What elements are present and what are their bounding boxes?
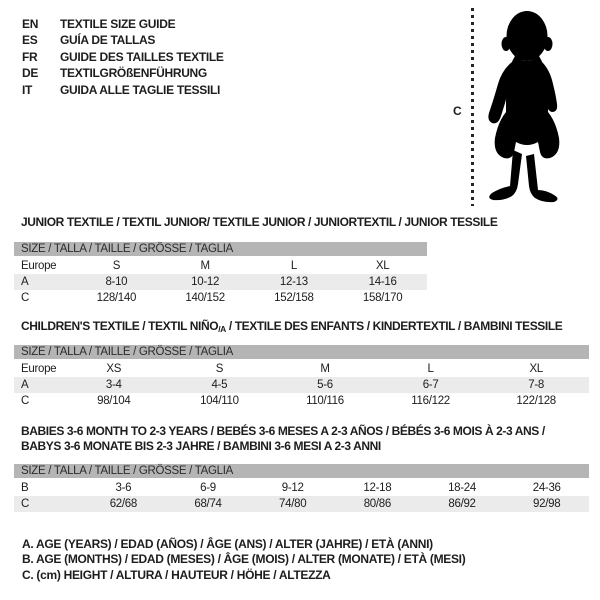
cell: 5-6: [317, 379, 333, 391]
language-title: GUIDE DES TAILLES TEXTILE: [60, 49, 224, 64]
cell: 7-8: [528, 379, 545, 391]
cell: 86/92: [448, 498, 476, 510]
row-label: A: [21, 276, 29, 288]
cell: L: [290, 260, 297, 272]
section-title-children: [21, 319, 562, 334]
cell: 152/158: [274, 292, 314, 304]
table-row-age: [14, 377, 589, 393]
height-measure-label: C: [453, 104, 462, 118]
cell: XL: [529, 363, 543, 375]
cell: 6-9: [200, 482, 216, 494]
cell: 18-24: [448, 482, 476, 494]
language-title: TEXTILE SIZE GUIDE: [60, 17, 176, 31]
cell: 98/104: [97, 395, 131, 407]
cell: L: [427, 363, 434, 375]
cell: 74/80: [279, 498, 307, 510]
cell: 9-12: [281, 482, 304, 494]
language-row-de: [22, 65, 224, 81]
table-row-height: [14, 290, 427, 306]
size-table-junior: [14, 242, 427, 306]
table-row-europe: [14, 258, 427, 274]
language-row-en: [22, 16, 224, 32]
language-row-it: [22, 82, 224, 98]
size-table-header: SIZE / TALLA / TAILLE / GRÖSSE / TAGLIA: [14, 242, 427, 256]
cell: 12-13: [279, 276, 308, 288]
language-code: FR: [22, 49, 38, 64]
footnotes: [22, 537, 465, 583]
cell: XL: [375, 260, 390, 272]
table-row-age-months: [14, 480, 589, 496]
cell: 62/68: [109, 498, 137, 510]
row-label: B: [21, 482, 29, 494]
size-table-children: [14, 345, 589, 409]
size-table-header: SIZE / TALLA / TAILLE / GRÖSSE / TAGLIA: [14, 345, 589, 359]
height-measure-dotted-line: [471, 8, 474, 206]
footnote-b: B. AGE (MONTHS) / EDAD (MESES) / ÂGE (MOIS) / ALTER (MONATE) / ETÀ (MESI): [22, 552, 466, 567]
language-row-fr: [22, 49, 224, 65]
cell: 6-7: [422, 379, 439, 391]
section-title-babies: [21, 424, 545, 454]
cell: 140/152: [185, 292, 225, 304]
table-row-age: [14, 274, 427, 290]
cell: 128/140: [96, 292, 137, 304]
cell: 24-36: [532, 482, 561, 494]
title-line-1: BABIES 3-6 MONTH TO 2-3 YEARS / BEBÉS 3-6 MESES A 2-3 AÑOS / BÉBÉS 3-6 MOIS À 2-3 ANS /: [21, 424, 545, 438]
language-code: EN: [22, 17, 39, 31]
section-title-junior: JUNIOR TEXTILE / TEXTIL JUNIOR/ TEXTILE JUNIOR / JUNIORTEXTIL / JUNIOR TESSILE: [21, 215, 498, 229]
row-label: Europe: [21, 260, 57, 272]
table-row-height: [14, 393, 589, 409]
footnote-c: C. (cm) HEIGHT / ALTURA / HAUTEUR / HÖHE / ALTEZZA: [22, 567, 331, 582]
language-title: TEXTILGRÖßENFÜHRUNG: [60, 66, 207, 81]
size-table-babies: [14, 464, 589, 512]
language-list: [22, 16, 224, 98]
cell: 3-4: [105, 379, 122, 391]
size-table-header: SIZE / TALLA / TAILLE / GRÖSSE / TAGLIA: [14, 464, 589, 478]
footnote-a: A. AGE (YEARS) / EDAD (AÑOS) / ÂGE (ANS) / ALTER (JAHRE) / ETÀ (ANNI): [22, 537, 433, 551]
cell: 68/74: [194, 498, 222, 510]
row-label: C: [21, 395, 30, 407]
language-title: GUÍA DE TALLAS: [60, 33, 156, 48]
cell: 158/170: [362, 292, 403, 304]
cell: 122/128: [516, 395, 556, 407]
cell: XS: [106, 363, 122, 375]
row-label: A: [21, 379, 29, 391]
language-code: IT: [22, 82, 33, 97]
cell: 14-16: [368, 276, 397, 288]
toddler-silhouette-icon: [482, 8, 576, 208]
cell: 8-10: [105, 276, 128, 288]
cell: 116/122: [411, 395, 450, 407]
cell: 3-6: [115, 482, 132, 494]
cell: 110/116: [306, 395, 344, 407]
table-row-height: [14, 496, 589, 512]
language-row-es: [22, 32, 224, 48]
row-label: C: [21, 292, 30, 304]
cell: 104/110: [200, 395, 239, 407]
title-text: CHILDREN'S TEXTILE / TEXTIL NIÑO: [21, 319, 219, 333]
title-line-2: BABYS 3-6 MONATE BIS 2-3 JAHRE / BAMBINI 3-6 MESI A 2-3 ANNI: [21, 439, 381, 453]
cell: M: [320, 363, 330, 375]
row-label: C: [21, 498, 30, 510]
table-row-europe: [14, 361, 589, 377]
language-title: GUIDA ALLE TAGLIE TESSILI: [60, 82, 221, 97]
title-subscript: /A: [218, 324, 226, 334]
cell: 12-18: [363, 482, 392, 494]
cell: 80/86: [363, 498, 391, 510]
cell: M: [200, 260, 210, 272]
cell: 92/98: [533, 498, 561, 510]
cell: 4-5: [211, 379, 228, 391]
row-label: Europe: [21, 363, 57, 375]
cell: S: [215, 363, 224, 375]
language-code: DE: [22, 66, 39, 81]
title-text: / TEXTILE DES ENFANTS / KINDERTEXTIL / BAMBINI TESSILE: [225, 319, 563, 333]
cell: 10-12: [191, 276, 220, 288]
language-code: ES: [22, 33, 38, 48]
cell: S: [112, 260, 121, 272]
